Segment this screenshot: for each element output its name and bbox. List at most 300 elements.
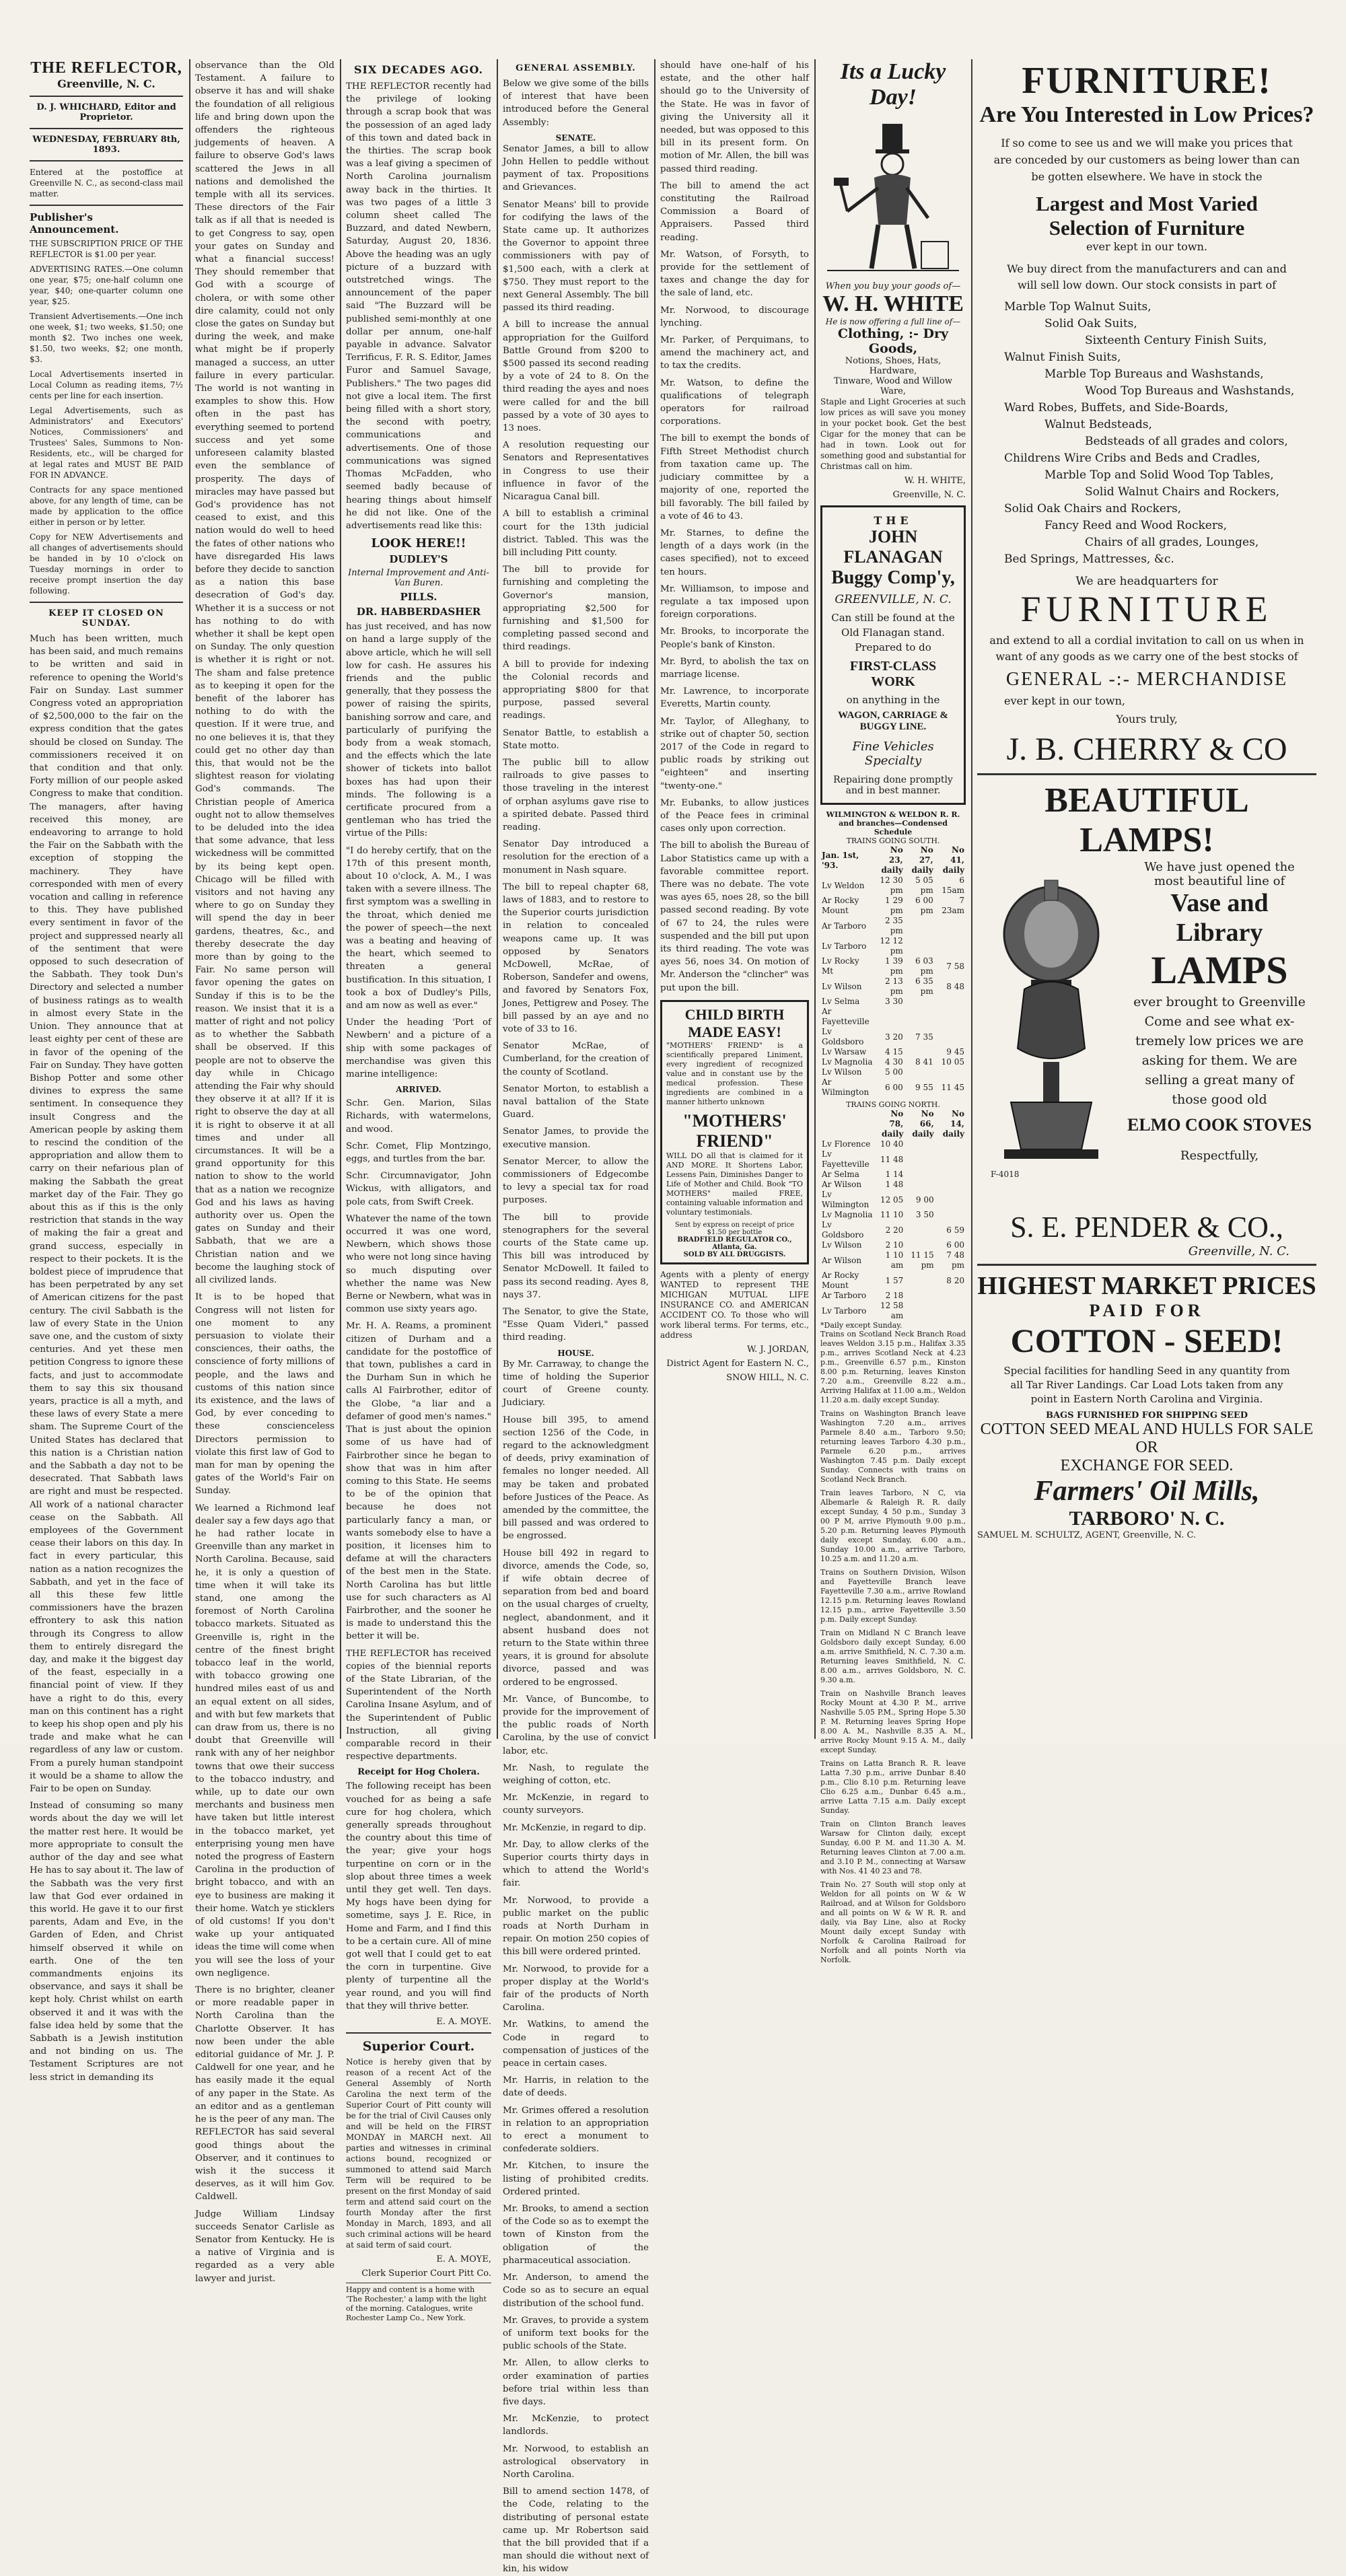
lamps-l5: tremely low prices we are xyxy=(1135,1034,1304,1048)
article-paragraph: observance than the Old Testament. A failure to observe it has and will shake the foundation of all religious life and bring down upon the offenders the righteous judgements of heaven. A failure to observe God's laws scattered the Jews in all nations and demolished the temple with all its services. These directors of the Fair talk as if all that is needed is to get Congress to say, open your gates on Sunday and what a financial success! They should remember that God with a scourge of cholera, or with some other dire calamity, could not only close the gates on Sunday but during the week, and make what might be if properly managed a success, an utter failure in every particular. The world is not wanting in examples to show this. How often in the past has everything seemed to portend success and yet some unforeseen calamity blasted even the semblance of prosperity. The days of miracles may have passed but God's providence has not ceased to exist, and this nation would do well to heed the fates of other nations who have disregarded His laws before they decide to sanction as a nation this base desecration of God's day. Whether it is a success or not has nothing to do with whether it shall be kept open on Sunday. The only question is whether it is right or not. The sham and false pretence as to keeping it open for the benefit of the laborer has nothing to do with the question. If it were true, and no one believes it is, that they could get no other day than this, that would not be the slightest reason for violating God's commands. The Christian people of America ought not to allow themselves to be deluded into the idea that some advance, that less wickedness will be committed by its being kept open. Chicago will be filled with visitors and not having any where to go on Sunday they will spend the day in beer gardens, theatres, &c., and thereby desecrate the day more than by going to the Fair. No same person will favor opening the gates on Sunday if this is to be the reason. We insist that it is a matter of right and not policy as to whether the Sabbath shall be observed. If this people are not to observe the day while in Chicago attending the Fair why should they observe it at all? If it is right to observe the day at all it is right to observe it at all times and under all circumstances. It will be a grand opportunity for this nation to show to the world that as a nation we recognize God and his laws as having authority over us. Open the gates on Sunday and their Sabbath, that we are a Christian nation and we become the laughing stock of all civilized lands. xyxy=(195,61,334,1286)
table-cell: Lv Weldon xyxy=(822,880,865,890)
furniture-buy: We buy direct from the manufacturers and can and will sell low down. Our stock consists in part of xyxy=(1007,262,1287,291)
mf-title-2: MADE EASY! xyxy=(688,1023,781,1040)
furniture-item: Bed Springs, Mattresses, &c. xyxy=(1004,552,1174,566)
lucky-sig: W. H. WHITE, xyxy=(904,476,966,486)
table-row xyxy=(820,896,966,916)
bill-item: Mr. McKenzie, in regard to dip. xyxy=(503,1822,646,1833)
table-cell: 1 48 xyxy=(885,1180,904,1189)
lamps-respect: Respectfully, xyxy=(1180,1149,1259,1163)
bill-item: Mr. Watkins, to amend the Code in regard to compensation of justices of the peace in certain cases. xyxy=(503,2019,649,2069)
flanagan-on: on anything in the xyxy=(846,694,940,706)
flanagan-place: GREENVILLE, N. C. xyxy=(835,593,952,606)
lamps-ad xyxy=(977,860,1316,1210)
lamps-l7: selling a great many of xyxy=(1145,1073,1294,1087)
table-cell: 11 45 xyxy=(941,1082,964,1092)
table-cell: Lv Tarboro xyxy=(822,941,867,951)
bill-item: Mr. Watson, to define the qualifications of telegraph operators for railroad corporations. xyxy=(660,378,809,427)
lamps-l4: Come and see what ex- xyxy=(1144,1014,1295,1029)
table-cell: 6 00 pm xyxy=(915,896,933,915)
column-1 xyxy=(30,59,183,2083)
superior-court-heading: Superior Court. xyxy=(362,2039,475,2054)
lamp-caption: F-4018 xyxy=(991,1170,1020,1179)
news-item: There is no brighter, cleaner or more readable paper in North Carolina than the Charlotte Observer. It has now been under the able editorial guidance of Mr. J. P. Caldwell for one year, and he has easily made it the equal of any paper in the State. As an editor and as a gentleman he is the peer of any man. The REFLECTOR has said several good things about the Observer, and it continues to wish it the success it deserves, as it will him Gov. Caldwell. xyxy=(195,1985,334,2203)
table-cell: 8 48 xyxy=(946,981,964,991)
article-paragraph: Under the heading 'Port of Newbern' and a picture of a ship with some packages of merchandise was given this marine intelligence: xyxy=(346,1017,491,1080)
table-cell: 9 55 xyxy=(915,1082,933,1092)
lucky-name: W. H. WHITE xyxy=(822,291,964,316)
table-cell: 12 58 am xyxy=(880,1301,904,1320)
table-cell: 9 00 xyxy=(915,1194,934,1205)
table-cell xyxy=(935,936,966,956)
furniture-yours: Yours truly, xyxy=(1116,713,1178,725)
divider xyxy=(30,602,183,603)
table-row xyxy=(820,1067,966,1077)
article-paragraph: Instead of consuming so many words about the day we will let the matter rest here. It would be more appropriate to consult the author of the day and see what He has to say about it. The law of the Sabbath was the very first law that God ever ordained in this world. He gave it to our first parents, Adam and Eve, in the Garden of Eden, and Christ himself observed it while on earth. One of the ten commandments enjoins its observance, and says it shall be kept holy. Christ whilst on earth observed it and it was with the false idea held by some that the Sabbath is a Jewish institution and not binding on us. The Testament Scriptures are not less strict in demanding its xyxy=(30,1801,183,2083)
divider xyxy=(30,205,183,206)
table-cell: Lv Tarboro xyxy=(822,1305,867,1316)
man-with-hammer-illustration xyxy=(820,110,966,279)
table-cell: Ar Fayetteville xyxy=(822,1007,870,1026)
bill-item: Senator Day introduced a resolution for the erection of a monument in Nash square. xyxy=(503,839,649,875)
bill-item: Senator Means' bill to provide for codifying the laws of the State came up. It authorizes the Governor to appoint three commissioners with pay of $1,500 each, with a clerk at $750. They must report to the next General Assembly. The bill passed its third reading. xyxy=(503,199,649,314)
bill-item: Senator McRae, of Cumberland, for the creation of the county of Scotland. xyxy=(503,1041,649,1077)
table-cell: 1 57 xyxy=(885,1275,904,1285)
court-signature-title: Clerk Superior Court Pitt Co. xyxy=(361,2268,491,2279)
mf-name: "MOTHERS' FRIEND" xyxy=(682,1110,787,1151)
bill-item: Mr. Norwood, to establish an astrological observatory in North Carolina. xyxy=(503,2443,649,2480)
cotton-t3: COTTON - SEED! xyxy=(1010,1322,1283,1359)
bill-item: The bill to repeal chapter 68, laws of 1883, and to restore to the Superior courts jurisdiction in relation to concealed weapons came up. It was opposed by Senators McDowell, McRae, of Roberson, Sandefer and owens, and favored by Senators Fox, Jones, Pettigrew and Posey. The bill passed by an aye and no vote of 33 to 16. xyxy=(503,882,649,1035)
bill-item: Mr. Vance, of Buncombe, to provide for the improvement of the public roads of North Carolina, by the use of convict labor, etc. xyxy=(503,1694,649,1756)
schedule-paragraph: Trains on Washington Branch leave Washington 7.20 a.m., arrives Parmele 8.40 a.m., Tarboro 9.50; returning leaves Tarboro 4.30 p.m., Parmele 6.20 p.m., arrives Washington 7.45 p.m. Daily except Sunday. Connects with trains on Scotland Neck Branch. xyxy=(820,1409,966,1484)
flanagan-work: FIRST-CLASS WORK xyxy=(849,659,937,689)
cotton-body: Special facilities for handling Seed in any quantity from all Tar River Landings. Car Load Lots taken from any point in Eastern North Carolina and Virginia. xyxy=(1003,1365,1290,1405)
table-cell xyxy=(905,1240,935,1250)
agents-name: W. J. JORDAN, xyxy=(747,1344,809,1355)
bill-item: Mr. Starnes, to define the length of a days work (in the cases specified), not to exceed ten hours. xyxy=(660,528,809,577)
furniture-ever: ever kept in our town. xyxy=(1086,240,1207,253)
bill-item: A bill to establish a criminal court for the 13th judicial district. Tabled. This was the bill including Pitt county. xyxy=(503,509,649,558)
bill-item: Mr. Nash, to regulate the weighing of cotton, etc. xyxy=(503,1762,649,1786)
table-cell: 2 35 pm xyxy=(885,916,903,935)
agents-title: District Agent for Eastern N. C., xyxy=(666,1358,809,1369)
sunday-article-part-2 xyxy=(195,59,334,1498)
furniture-extend: and extend to all a cordial invitation to call on us when in want of any goods as we carry one of the best stocks of xyxy=(989,634,1304,663)
bill-item: Bill to amend section 1478, of the Code, relating to the distributing of personal estate came up. Mr Robertson said that the bill provided that if a man should die without next of kin, his widow xyxy=(503,2486,649,2575)
table-cell: Lv Wilson xyxy=(822,1067,862,1077)
flanagan-repair: Repairing done promptly and in best manner. xyxy=(833,775,953,796)
furniture-item: Solid Walnut Chairs and Rockers, xyxy=(1085,485,1280,499)
column-rule xyxy=(497,59,498,1739)
table-cell xyxy=(905,997,935,1007)
bill-item: Mr. Byrd, to abolish the tax on marriage license. xyxy=(660,656,809,680)
table-row xyxy=(820,875,966,896)
cotton-meal1: COTTON SEED MEAL AND HULLS FOR SALE OR xyxy=(980,1421,1314,1456)
lucky-day-title: Its a Lucky Day! xyxy=(840,59,946,110)
table-row xyxy=(820,916,966,936)
mf-sold: SOLD BY ALL DRUGGISTS. xyxy=(683,1250,786,1258)
lamps-l3: ever brought to Greenville xyxy=(1133,995,1306,1009)
flanagan-company: Buggy Comp'y, xyxy=(831,567,955,588)
table-cell: 5 05 pm xyxy=(915,875,933,895)
editor-line: D. J. WHICHARD, Editor and Proprietor. xyxy=(36,102,176,122)
table-cell xyxy=(905,1047,935,1057)
furniture-title: FURNITURE! xyxy=(1022,60,1272,102)
table-row xyxy=(820,1220,966,1240)
bill-item: Mr. Parker, of Perquimans, to amend the machinery act, and to tax the credits. xyxy=(660,335,809,371)
sunday-heading: KEEP IT CLOSED ON SUNDAY. xyxy=(48,608,164,629)
bill-item: Mr. Graves, to provide a system of uniform text books for the public schools of the State. xyxy=(503,2315,649,2352)
table-cell: 12 30 pm xyxy=(880,875,903,895)
table-cell xyxy=(905,916,935,936)
divider xyxy=(977,773,1316,775)
bill-item: Senator James, a bill to allow John Hellen to peddle without payment of tax. Propositions and Grievances. xyxy=(503,143,649,193)
agents-place: SNOW HILL, N. C. xyxy=(726,1372,809,1383)
bill-item: Senator James, to provide the executive mansion. xyxy=(503,1126,649,1150)
table-cell: 9 45 xyxy=(946,1047,964,1057)
furniture-item: Bedsteads of all grades and colors, xyxy=(1085,435,1288,448)
schedule-paragraph: Trains on Scotland Neck Branch Road leaves Weldon 3.15 p.m., Halifax 3.35 p.m., arrives Scotland Neck at 4.23 p.m., Greenville 6.57 p.m., Kinston 8.00 p.m. Returning, leaves Kinston 7.20 a.m., Greenville 8.22 a.m., Arriving Halifax at 11.00 a.m., Weldon 11.20 a.m. daily except Sunday. xyxy=(820,1330,966,1404)
table-cell xyxy=(935,1180,966,1190)
dudley-ad-doctor: DR. HABBERDASHER xyxy=(356,606,481,618)
cotton-t1: HIGHEST MARKET PRICES xyxy=(977,1272,1316,1300)
table-row xyxy=(820,1291,966,1301)
table-cell: No 78, daily xyxy=(882,1109,904,1139)
announcement-paragraph: THE SUBSCRIPTION PRICE OF THE REFLECTOR is $1.00 per year. xyxy=(30,239,183,259)
schedule-paragraph: Train No. 27 South will stop only at Weldon for all points on W & W Railroad, and at Wilson for Goldsboro and all points on W & W R. R. and daily, via Bay Line, also at Rocky Mount daily except Sunday with Norfolk & Carolina Railroad for Norfolk and all points North via Norfolk. xyxy=(820,1880,966,1964)
table-row xyxy=(820,1301,966,1321)
table-cell: Ar Tarboro xyxy=(822,1291,867,1300)
table-cell xyxy=(935,1067,966,1077)
column-3 xyxy=(346,59,492,2323)
receipt-signature: E. A. MOYE. xyxy=(436,2017,491,2028)
furniture-item: Ward Robes, Buffets, and Side-Boards, xyxy=(1004,401,1229,415)
house-items xyxy=(503,1358,649,2576)
dudley-ad-title: LOOK HERE!! xyxy=(371,536,466,551)
table-cell: 2 10 xyxy=(885,1240,904,1250)
table-cell xyxy=(905,1170,935,1180)
bill-item: Mr. Watson, of Forsyth, to provide for the settlement of taxes and change the day for the sale of land, etc. xyxy=(660,249,809,299)
furniture-largest-2: Selection of Furniture xyxy=(1049,216,1245,240)
article-paragraph: Schr. Gen. Marion, Silas Richards, with watermelons, and wood. xyxy=(346,1098,491,1135)
lucky-line1: Clothing, :- Dry Goods, xyxy=(837,326,949,356)
table-row xyxy=(820,1210,966,1220)
six-decades-heading: SIX DECADES AGO. xyxy=(353,63,484,76)
lamps-title: BEAUTIFUL LAMPS! xyxy=(1044,781,1249,859)
table-cell: 6 03 pm xyxy=(915,956,933,976)
table-cell: 6 15am xyxy=(942,875,964,895)
receipt-body xyxy=(346,1780,491,2013)
senate-label: SENATE. xyxy=(555,133,596,143)
table-row xyxy=(820,1149,966,1170)
arrived-label: ARRIVED. xyxy=(396,1085,441,1095)
table-cell xyxy=(820,1109,874,1139)
schedule-paragraph: Train on Midland N C Branch leave Goldsboro daily except Sunday, 6.00 a.m. arrive Smithfield, N. C. 7.30 a.m. Returning leaves Smithfield, N. C. 8.00 a.m., arrives Goldsboro, N. C. 9.30 a.m. xyxy=(820,1629,966,1684)
announcement-paragraph: Legal Advertisements, such as Administrators' and Executors' Notices, Commissioners' and Trustees' Sales, Summons to Non-Residents, etc., will be charged for at legal rates and MUST BE PAID FOR IN ADVANCE. xyxy=(30,406,183,480)
table-cell xyxy=(874,1007,905,1027)
table-cell: Lv Magnolia xyxy=(822,1057,873,1067)
bill-item: Senator Mercer, to allow the commissioners of Edgecombe to levy a special tax for road purposes. xyxy=(503,1156,649,1206)
mf-title-1: CHILD BIRTH xyxy=(684,1005,785,1023)
table-cell: 6 00 xyxy=(946,1240,964,1250)
arrived-items xyxy=(346,1097,491,1763)
schedule-paragraph: Trains on Latta Branch R. R. leave Latta 7.30 p.m., arrive Dunbar 8.40 p.m., Clio 8.10 p.m. Returning leave Clio 6.25 a.m., Dunbar 6.45 a.m., arrive Latta 7.15 a.m. Daily except Sunday. xyxy=(820,1759,966,1815)
furniture-item: Walnut Bedsteads, xyxy=(1044,418,1152,431)
table-cell: Ar Selma xyxy=(822,1170,859,1179)
announcement-paragraph: Transient Advertisements.—One inch one week, $1; two weeks, $1.50; one month $2. Two inches one week, $1.50, two weeks, $2; one month, $3. xyxy=(30,312,183,364)
agents-ad-text: Agents with a plenty of energy WANTED to represent THE MICHIGAN MUTUAL LIFE INSURANCE CO. and AMERICAN ACCIDENT CO. To those who will work liberal terms. For terms, etc., address xyxy=(660,1269,809,1340)
furniture-item: Chairs of all grades, Lounges, xyxy=(1085,536,1259,549)
table-cell: No 27, daily xyxy=(911,845,933,875)
table-cell: Ar Rocky Mount xyxy=(822,1271,859,1290)
lucky-tagline: He is now offering a full line of— xyxy=(825,317,961,326)
bill-item: Mr. Day, to allow clerks of the Superior courts thirty days in which to attend the World's fair. xyxy=(503,1839,649,1889)
schedule-paragraph: Train leaves Tarboro, N C, via Albemarle & Raleigh R. R. daily except Sunday, 4 50 p.m., Sunday 3 00 P M, arrive Plymouth 9.00 p.m., 5.20 p.m. Returning leaves Plymouth daily except Sunday, 6.00 a.m., Sunday 10.00 a.m., arrive Tarboro, 10.25 a.m. and 11.20 a.m. xyxy=(820,1489,966,1563)
lamps-place: Greenville, N. C. xyxy=(1188,1244,1289,1258)
table-row xyxy=(820,997,966,1007)
table-cell xyxy=(905,1291,935,1301)
column-2-news-items xyxy=(195,1502,334,2285)
flanagan-the: THE xyxy=(874,514,913,527)
paper-name: THE REFLECTOR, xyxy=(30,59,182,77)
table-cell: 12 05 xyxy=(880,1194,904,1205)
announcement-paragraph: ADVERTISING RATES.—One column one year, $75; one-half column one year, $40; one-quarter column one year, $25. xyxy=(30,264,183,306)
lucky-sig2: Greenville, N. C. xyxy=(892,490,966,500)
table-cell: 11 10 xyxy=(880,1210,904,1219)
rr-north-table xyxy=(820,1109,966,1321)
article-paragraph: Mr. H. A. Reams, a prominent citizen of Durham and a candidate for the postoffice of that town, publishes a card in the Durham Sun in which he calls Al Fairbrother, editor of the Globe, "a liar and a defamer of good men's names." That is just about the opinion some of us have had of Fairbrother since he began to show that was in him after coming to this State. He seems to be of the opinion that because he does not particularly fancy a man, or wants somebody else to have a position, it licenses him to defame at will the characters of the best men in the State. North Carolina has but little use for such characters as Al Fairbrother, and the sooner he is made to understand this the better it will be. xyxy=(346,1321,491,1642)
bill-item: Mr. Norwood, to discourage lynching. xyxy=(660,305,809,328)
column-rule xyxy=(971,59,972,1739)
lamps-company: S. E. PENDER & CO., xyxy=(1010,1211,1283,1244)
table-cell: No 41, daily xyxy=(942,845,964,875)
table-cell xyxy=(935,1291,966,1301)
table-cell: No 66, daily xyxy=(912,1109,934,1139)
table-cell: Jan. 1st, '93. xyxy=(822,850,859,870)
table-cell: 8 20 xyxy=(946,1275,964,1285)
article-paragraph: Schr. Circumnavigator, John Wickus, with alligators, and pole cats, from Swift Creek. xyxy=(346,1171,491,1207)
bill-item: House bill 492 in regard to divorce, amends the Code, so, if wife obtain decree of separation from bed and board on the usual charges of cruelty, neglect, abandonment, and it absent husband does not return to the State within three years, it is ground for absolute divorce, passed and was ordered to be engrossed. xyxy=(503,1548,649,1688)
table-cell: 11 48 xyxy=(880,1154,904,1164)
table-cell xyxy=(935,916,966,936)
furniture-item: Marble Top Bureaus and Washstands, xyxy=(1044,367,1264,381)
table-cell: 3 50 xyxy=(915,1210,934,1219)
bill-item: House bill 395, to amend section 1256 of the Code, in regard to the acknowledgment of deeds, privy examination of females no longer needed. All may be taken and probated before Justices of the Peace. As amended by the committee, the bill passed and was ordered to be engrossed. xyxy=(503,1415,649,1542)
table-cell: Lv Goldsboro xyxy=(822,1220,864,1240)
furniture-general: GENERAL -:- MERCHANDISE xyxy=(1005,669,1288,690)
lucky-caption: When you buy your goods of— xyxy=(825,281,961,291)
table-cell: Lv Wilson xyxy=(822,981,862,991)
furniture-item: Wood Top Bureaus and Washstands, xyxy=(1085,384,1295,398)
table-cell xyxy=(935,1139,966,1149)
table-row xyxy=(820,1077,966,1098)
divider xyxy=(977,1264,1316,1266)
dudley-ad-body xyxy=(346,620,491,1081)
rr-north-label: TRAINS GOING NORTH. xyxy=(846,1100,940,1109)
table-row xyxy=(820,1180,966,1190)
publishers-announcement xyxy=(30,238,183,596)
bill-item: Mr. Brooks, to incorporate the People's bank of Kinston. xyxy=(660,627,809,650)
article-paragraph: "I do hereby certify, that on the 17th of this present month, about 10 o'clock, A. M., I was taken with a severe illness. The first symptom was a swelling in the throat, which denied me the power of speech—the next was a beating and heaving of the heart, which seemed to threaten a general bustification. In this situation, I took a box of Dudley's Pills, and am now as well as ever." xyxy=(346,845,491,1011)
table-cell xyxy=(905,1180,935,1190)
flanagan-ad xyxy=(820,505,966,805)
dudley-ad-pills: PILLS. xyxy=(400,591,437,604)
lamps-l8: those good old xyxy=(1172,1092,1267,1107)
column-7 xyxy=(977,59,1316,1739)
divider xyxy=(346,2032,491,2034)
cotton-agent: SAMUEL M. SCHULTZ, AGENT, Greenville, N. C. xyxy=(977,1530,1197,1540)
table-cell xyxy=(905,1301,935,1321)
furniture-intro: If so come to see us and we will make you prices that are conceded by our customers as being lower than can be gotten elsewhere. We have in stock the xyxy=(993,137,1300,183)
furniture-ever2: ever kept in our town, xyxy=(1004,694,1125,707)
table-cell xyxy=(935,1190,966,1210)
cotton-place: TARBORO' N. C. xyxy=(1069,1507,1225,1530)
bill-item: By Mr. Carraway, to change the time of holding the Superior court of Greene county. Judiciary. xyxy=(503,1359,649,1408)
lamp-illustration xyxy=(984,873,1119,1170)
table-cell: No 14, daily xyxy=(942,1109,964,1139)
bill-item: A resolution requesting our Senators and Representatives in Congress to use their influence in favor of the Nicaragua Canal bill. xyxy=(503,440,649,503)
schedule-paragraph: Train on Clinton Branch leaves Warsaw for Clinton daily, except Sunday, 6.00 P. M. and 11.30 A. M. Returning leaves Clinton at 7.00 a.m. and 3.10 P. M., connecting at Warsaw with Nos. 41 40 23 and 78. xyxy=(820,1820,966,1875)
issue-date: WEDNESDAY, FEBRUARY 8th, 1893. xyxy=(32,135,180,155)
lucky-line2: Notions, Shoes, Hats, Hardware, xyxy=(845,356,942,376)
bill-item: The bill to abolish the Bureau of Labor Statistics came up with a favorable committee report. There was no debate. The vote was ayes 65, noes 28, so the bill passed second reading. By vote of 67 to 24, the rules were suspended and the bill put upon its third reading. The vote was ayes 56, noes 34. On motion of Mr. Anderson the "clincher" was put upon the bill. xyxy=(660,840,809,993)
table-row xyxy=(820,1139,966,1149)
mf-company: BRADFIELD REGULATOR CO., Atlanta, Ga. xyxy=(677,1236,792,1251)
table-cell xyxy=(935,1007,966,1027)
table-cell: 6 00 xyxy=(885,1082,903,1092)
table-row xyxy=(820,1240,966,1250)
six-decades-article xyxy=(346,80,491,532)
furniture-item: Solid Oak Suits, xyxy=(1044,317,1137,330)
column-rule xyxy=(189,59,190,1739)
table-cell: 2 18 xyxy=(885,1291,904,1300)
table-cell xyxy=(905,1271,935,1291)
table-cell: 3 20 xyxy=(885,1032,903,1042)
announcement-paragraph: Contracts for any space mentioned above, for any length of time, can be made by application to the office either in person or by letter. xyxy=(30,485,183,527)
table-cell: 1 14 xyxy=(885,1170,904,1179)
rr-south-table xyxy=(820,845,966,1098)
receipt-heading: Receipt for Hog Cholera. xyxy=(357,1767,480,1778)
bill-item: The public bill to allow railroads to give passes to those traveling in the interest of orphan asylums gave rise to a spirited debate. Passed third reading. xyxy=(503,757,649,832)
table-cell: 1 29 pm xyxy=(885,896,903,915)
bill-item: The bill to exempt the bonds of Fifth Street Methodist church from taxation came up. The judiciary committee by a majority of one, reported the bill favorably. The bill failed by a vote of 46 to 43. xyxy=(660,433,809,522)
schedule-paragraph: Trains on Southern Division, Wilson and Fayetteville Branch leave Fayetteville 7.30 a.m., arrive Rowland 12.15 p.m. Returning leaves Rowland 12.15 p.m., arrive Fayetteville 3.50 p.m. Daily except Sunday. xyxy=(820,1568,966,1624)
bill-item: should have one-half of his estate, and the other half should go to the University of the State. He was in favor of giving the University all it needed, but was opposed to this bill in its present form. On motion of Mr. Allen, the bill was passed third reading. xyxy=(660,61,809,174)
bill-item: A bill to provide for indexing the Colonial records and appropriating $800 for that purpose, passed several readings. xyxy=(503,659,649,721)
table-cell xyxy=(935,1301,966,1321)
article-paragraph: has just received, and has now on hand a large supply of the above article, which he will sell low for cash. He assures his friends and the public generally, that they possess the power of raising the spirits, banishing sorrow and care, and particularly of purifying the body from a weak stomach, and the effects which the late shower of tickets into ballot boxes has had upon their minds. The following is a certificate procured from a gentleman who has tried the virtue of the Pills: xyxy=(346,622,491,839)
divider xyxy=(30,96,183,97)
table-cell xyxy=(935,1170,966,1180)
furniture-items xyxy=(977,299,1316,568)
furniture-big: FURNITURE xyxy=(1020,589,1273,629)
table-cell: Ar Wilson xyxy=(822,1255,862,1265)
mf-body: "MOTHERS' FRIEND" is a scientifically prepared Liniment, every ingredient of recognized value and in constant use by the medical profession. These ingredients are combined in a manner hitherto unknown xyxy=(666,1040,803,1106)
table-cell: 6 35 pm xyxy=(915,976,933,996)
divider xyxy=(30,160,183,162)
bill-item: A bill to increase the annual appropriation for the Guilford Battle Ground from $200 to $500 passed its second reading by a vote of 24 to 8. On the third reading the ayes and noes were called for and the bill passed by a vote of 30 ayes to 13 noes. xyxy=(503,320,649,434)
article-paragraph: It is to be hoped that Congress will not listen for one moment to any persuasion to violate their consciences, their oaths, the conscience of forty millions of people, and the laws and customs of this nation since its existence, and the laws of God, by ever conceding to these conscienceless Directors permission to violate this first law of God to man for man by opening the gates of the World's Fair on Sunday. xyxy=(195,1292,334,1497)
table-cell: Ar Wilson xyxy=(822,1180,862,1189)
court-signature: E. A. MOYE, xyxy=(436,2254,491,2265)
table-row xyxy=(820,1271,966,1291)
bill-item: Mr. Allen, to allow clerks to order examination of parties before trial within less than five days. xyxy=(503,2358,649,2407)
mf-body-2: WILL DO all that is claimed for it AND MORE. It Shortens Labor, Lessens Pain, Diminishes Danger to Life of Mother and Child. Book "TO MOTHERS" mailed FREE, containing valuable information and voluntary testimonials. xyxy=(666,1151,803,1217)
table-cell: 10 05 xyxy=(941,1057,964,1067)
bill-item: Mr. Norwood, to provide a public market on the public roads at North Durham in repair. On motion 250 copies of this bill were ordered printed. xyxy=(503,1895,649,1958)
cotton-bags: BAGS FURNISHED FOR SHIPPING SEED xyxy=(1045,1410,1248,1421)
table-cell: 3 30 xyxy=(885,997,903,1006)
lamps-stoves: ELMO COOK STOVES xyxy=(1127,1115,1312,1135)
bill-item: Mr. Kitchen, to insure the listing of prohibited credits. Ordered printed. xyxy=(503,2161,649,2197)
article-paragraph: Much has been written, much has been said, and much remains to be written and said in reference to opening the World's Fair on Sunday. Last summer Congress voted an appropriation of $2,500,000 to the fair on the express condition that the gates should be closed on Sunday. The commissioners received it on that condition and that only. Forty million of our people asked Congress to make that condition. The managers, after having received this money, are endeavoring to arrange to hold the Fair on the Sabbath with the exception of stopping the machinery. They have corresponded with men of every vocation and calling in reference to this. They have published every sentiment in favor of the project and suppressed nearly all of the sentiment that were opposed to such desecration of the Sabbath. They took Dun's Directory and selected a number of business ratings as to wealth in almost every State in the Union. They announce that at least eighty per cent of these are in favor of the opening of the Fair on Sunday. They have gotten Bishop Potter and some other divines to express the same sentiment. In consequence they insult Congress and the American people by asking them to rescind the condition of the appropriation and allow them to carry on their nefarious plan of making the Sabbath the great market day of the Fair. They go about this as if this is the only restriction that stands in the way of making the fair a great and grand success, especially in respect to their pockets. It is the boldest piece of imprudence that has been perpetrated by any set of American citizens for the past century. The civil Sabbath is the law of every State in the Union save one, and the custom of sixty centuries. And yet these men petition Congress to ignore these facts, and just to accommodate them to say this six thousand years, practice is all a myth, and these laws of every State a mere sham. The Supreme Court of the United States has declared that this nation is a Christian nation and the Sabbath a day not to be desecrated. That Sabbath laws are right and must be respected. All work of a national character cease on the Sabbath. All employees of the Government cease their labors on this day. In fact in every particular, this nation as a nation recognizes the Sabbath, and yet in the face of all this these few little commissioners have the brazen effrontery to ask this nation through its Congress to allow them to entirely disregard the day, and make it the biggest day of the feast, especially in a financial point of view. If they have a right to do this, every man on this continent has a right to keep his shop open and ply his trade and make what he can regardless of any law or custom. From a purely human standpoint it would be a shame to allow the Fair to be open on Sunday. xyxy=(30,634,183,1795)
table-cell: 7 58 xyxy=(946,961,964,971)
bill-item: Senator Morton, to establish a naval battalion of the State Guard. xyxy=(503,1083,649,1120)
superior-court-notice xyxy=(346,2056,491,2250)
furniture-company: J. B. CHERRY & CO xyxy=(1006,731,1287,767)
table-cell xyxy=(905,1007,935,1027)
table-cell: 2 20 xyxy=(885,1225,904,1235)
table-cell xyxy=(935,1027,966,1047)
table-cell xyxy=(935,1210,966,1220)
bill-item: The bill to amend the act constituting the Railroad Commission a Board of Appraisers. Passed third reading. xyxy=(660,180,809,243)
rochester-lamp-note: Happy and content is a home with 'The Rochester,' a lamp with the light of the morning. Catalogues, write Rochester Lamp Co., New York. xyxy=(346,2283,491,2323)
bill-item: The Senator, to give the State, "Esse Quam Videri," passed third reading. xyxy=(503,1307,649,1343)
table-cell: Lv Rocky Mt xyxy=(822,956,859,976)
article-paragraph: Whatever the name of the town occurred it was one word, Newbern, which shows those who were not long since having so much disputing over whether the name was New Berne or Newbern, what was in common use sixty years ago. xyxy=(346,1213,492,1315)
lamps-l1: We have just opened the xyxy=(1144,860,1295,874)
article-paragraph: Schr. Comet, Flip Montzingo, eggs, and turtles from the bar. xyxy=(346,1141,491,1165)
flanagan-specialty: Fine Vehicles Specialty xyxy=(852,740,934,768)
bill-item: Mr. Williamson, to impose and regulate a tax imposed upon foreign corporations. xyxy=(660,583,809,620)
notice-paragraph: Notice is hereby given that by reason of a recent Act of the General Assembly of North Carolina the next term of the Superior Court of Pitt county will be for the trial of Civil Causes only and will be held on the FIRST MONDAY in MARCH next. All parties and witnesses in criminal actions bound, recognized or summoned to attend said March Term will be required to be present on the first Monday of said term and attend said court on the fourth Monday after the first Monday in March, 1893, and all such criminal actions will be heard at said term of said court. xyxy=(346,2057,491,2250)
publishers-heading: Publisher's Announcement. xyxy=(30,211,119,236)
furniture-largest-1: Largest and Most Varied xyxy=(1036,192,1258,215)
table-cell: 7 35 xyxy=(915,1032,933,1042)
table-cell xyxy=(905,1067,935,1077)
table-cell: 7 23am xyxy=(942,896,964,915)
furniture-question: Are You Interested in Low Prices? xyxy=(979,102,1314,127)
furniture-item: Marble Top Walnut Suits, xyxy=(1004,300,1152,314)
table-cell: 7 48 pm xyxy=(946,1250,964,1270)
table-row xyxy=(820,976,966,997)
table-row xyxy=(820,1007,966,1027)
flanagan-line: WAGON, CARRIAGE & BUGGY LINE. xyxy=(838,710,948,732)
table-row xyxy=(820,936,966,956)
table-cell: Lv Magnolia xyxy=(822,1210,873,1219)
assembly-intro: Below we give some of the bills of interest that have been introduced before the General Assembly: xyxy=(503,79,649,128)
railroad-heading: WILMINGTON & WELDON R. R. and branches—Condensed Schedule xyxy=(826,810,960,836)
mf-body-3: Sent by express on receipt of price $1.50 per bottle xyxy=(674,1221,795,1236)
column-rule xyxy=(654,59,656,1739)
table-cell: Lv Selma xyxy=(822,997,860,1006)
cotton-t2: PAID FOR xyxy=(1089,1301,1205,1320)
table-header-row xyxy=(820,1109,966,1139)
table-cell: 4 15 xyxy=(885,1047,903,1057)
furniture-item: Marble Top and Solid Wood Top Tables, xyxy=(1044,468,1274,482)
table-cell: 6 59 xyxy=(946,1225,964,1235)
table-cell: Ar Wilmington xyxy=(822,1077,870,1097)
cotton-meal2: EXCHANGE FOR SEED. xyxy=(1060,1457,1234,1474)
bill-item: Mr. Lawrence, to incorporate Everetts, Martin county. xyxy=(660,686,809,710)
rr-note: *Daily except Sunday. xyxy=(820,1321,902,1330)
lucky-line3: Tinware, Wood and Willow Ware, xyxy=(834,376,952,396)
column-6 xyxy=(820,59,966,1964)
furniture-hq: We are headquarters for xyxy=(1075,575,1218,588)
divider xyxy=(30,128,183,129)
column-rule xyxy=(814,59,816,1739)
